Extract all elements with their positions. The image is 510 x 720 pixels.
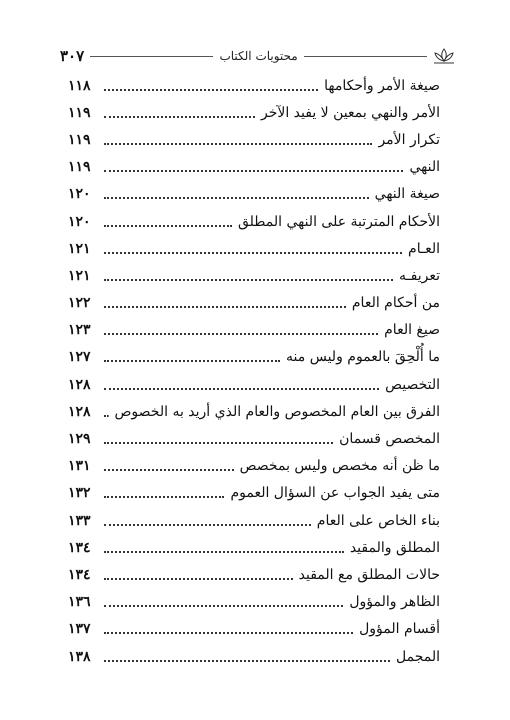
toc-entry[interactable]: [68, 344, 440, 371]
dot-leader: [104, 89, 318, 91]
dot-leader: [104, 605, 343, 607]
toc-entry[interactable]: [68, 534, 440, 561]
dot-leader: [104, 388, 379, 390]
toc-entry-page: ١٣٨: [68, 648, 91, 665]
toc-entry-page: ١٣٣: [68, 512, 91, 529]
dot-leader: [104, 551, 344, 553]
toc-entry-page: ١٢٠: [68, 186, 91, 203]
dot-leader: [104, 252, 402, 254]
toc-entry-page: ١٢٩: [68, 431, 91, 448]
toc-entry-title: الفرق بين العام المخصوص والعام الذي أريد به الخصوص: [114, 403, 440, 420]
toc-entry-title: النهي: [409, 159, 440, 176]
dot-leader: [104, 632, 353, 634]
toc-entry-title: متى يفيد الجواب عن السؤال العموم: [230, 485, 440, 502]
toc-entry[interactable]: [68, 99, 440, 126]
toc-entry-page: ١٢١: [68, 267, 91, 284]
toc-entry-page: ١١٩: [68, 131, 91, 148]
toc-entry-title: صيغ العام: [384, 322, 440, 339]
toc-entry[interactable]: [68, 453, 440, 480]
toc-entry[interactable]: [68, 643, 440, 670]
toc-entry-page: ١٢٨: [68, 376, 91, 393]
toc-entry-title: تعريفـه: [399, 267, 440, 284]
toc-entry-title: الظاهر والمؤول: [349, 594, 440, 611]
toc-entry[interactable]: [68, 589, 440, 616]
dot-leader: [104, 170, 403, 172]
toc-entry-page: ١٢٢: [68, 295, 91, 312]
toc-entry-title: من أحكام العام: [351, 295, 440, 312]
running-header: [60, 44, 455, 68]
toc-entry-title: المخصص قسمان: [339, 431, 440, 448]
toc-entry[interactable]: [68, 561, 440, 588]
toc-entry-title: صيغة النهي: [374, 186, 440, 203]
toc-entry-page: ١٣٢: [68, 485, 91, 502]
dot-leader: [104, 143, 372, 145]
dot-leader: [104, 360, 280, 362]
dot-leader: [104, 415, 109, 417]
running-header-title: محتويات الكتاب: [219, 49, 298, 63]
dot-leader: [104, 660, 390, 662]
toc-entry[interactable]: [68, 507, 440, 534]
toc-entry-page: ١٢١: [68, 240, 91, 257]
toc-entry[interactable]: [68, 290, 440, 317]
toc-entry[interactable]: [68, 126, 440, 153]
toc-entry-page: ١٣٤: [68, 539, 91, 556]
toc-entry[interactable]: [68, 398, 440, 425]
dot-leader: [104, 279, 393, 281]
dot-leader: [104, 333, 378, 335]
toc-entry-page: ١٣٧: [68, 621, 91, 638]
toc-entry-page: ١١٩: [68, 159, 91, 176]
toc-entry-title: الأمر والنهي بمعين لا يفيد الآخر: [260, 104, 440, 121]
toc-entry-page: ١٢٣: [68, 322, 91, 339]
toc-entry-page: ١٣٤: [68, 566, 91, 583]
toc-entry[interactable]: [68, 371, 440, 398]
toc-entry-title: ما ظن أنه مخصص وليس بمخصص: [239, 458, 440, 475]
toc-entry-title: المجمل: [396, 648, 440, 665]
toc-entry-page: ١٢٧: [68, 349, 91, 366]
toc-entry-title: العـام: [408, 240, 440, 257]
toc-entry[interactable]: [68, 72, 440, 99]
toc-entry-title: تكرار الأمر: [378, 131, 440, 148]
floral-ornament-icon: [433, 48, 455, 64]
toc-entry[interactable]: [68, 154, 440, 181]
toc-entry-title: بناء الخاص على العام: [316, 512, 440, 529]
toc-entry-page: ١١٩: [68, 104, 91, 121]
dot-leader: [104, 496, 224, 498]
dot-leader: [104, 116, 255, 118]
toc-entry[interactable]: [68, 480, 440, 507]
toc-entry-title: حالات المطلق مع المقيد: [298, 566, 440, 583]
toc-entry-title: أقسام المؤول: [359, 621, 440, 638]
page-number: ٣٠٧: [60, 47, 85, 65]
toc-entry-title: ما أُلْحِقَ بالعموم وليس منه: [286, 349, 440, 366]
dot-leader: [104, 442, 333, 444]
toc-entry[interactable]: [68, 616, 440, 643]
toc-entry-title: المطلق والمقيد: [349, 539, 440, 556]
toc-entry-page: ١٢٠: [68, 213, 91, 230]
toc-entry[interactable]: [68, 181, 440, 208]
table-of-contents: [68, 72, 440, 670]
toc-entry-page: ١٣١: [68, 458, 91, 475]
toc-entry[interactable]: [68, 425, 440, 452]
dot-leader: [104, 197, 369, 199]
toc-entry-page: ١٣٦: [68, 594, 91, 611]
toc-entry[interactable]: [68, 208, 440, 235]
toc-entry[interactable]: [68, 235, 440, 262]
toc-entry-page: ١٢٨: [68, 403, 91, 420]
dot-leader: [104, 524, 311, 526]
dot-leader: [104, 578, 293, 580]
dot-leader: [104, 225, 232, 227]
header-rule-right: [304, 56, 427, 57]
toc-entry[interactable]: [68, 317, 440, 344]
header-rule-left: [90, 56, 213, 57]
toc-entry[interactable]: [68, 262, 440, 289]
dot-leader: [104, 306, 346, 308]
toc-entry-title: التخصيص: [385, 376, 440, 393]
toc-entry-page: ١١٨: [68, 77, 91, 94]
toc-entry-title: صيغة الأمر وأحكامها: [324, 77, 440, 94]
dot-leader: [104, 469, 234, 471]
toc-entry-title: الأحكام المترتبة على النهي المطلق: [237, 213, 440, 230]
